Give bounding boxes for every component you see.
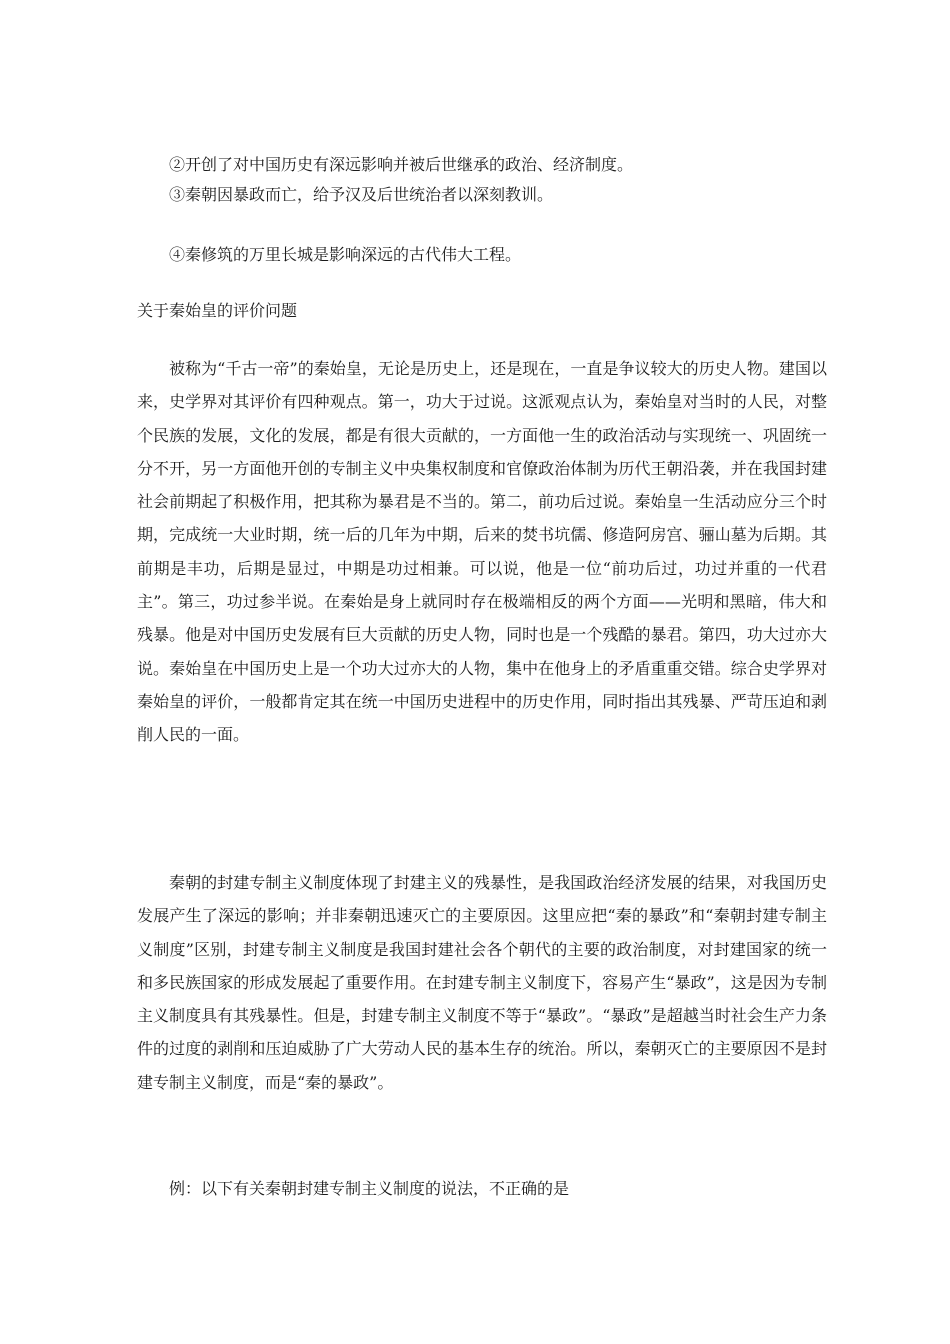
section-heading: 关于秦始皇的评价问题 [137,301,298,320]
list-item-2: ②开创了对中国历史有深远影响并被后世继承的政治、经济制度。 [169,155,634,174]
list-item-3: ③秦朝因暴政而亡，给予汉及后世统治者以深刻教训。 [169,185,554,204]
list-item-4: ④秦修筑的万里长城是影响深远的古代伟大工程。 [169,245,522,264]
paragraph-emperor-evaluation: 被称为“千古一帝”的秦始皇，无论是历史上，还是现在，一直是争议较大的历史人物。建国以来，史学界对其评价有四种观点。第一，功大于过说。这派观点认为，秦始皇对当时的人民，对整个民族的发展，文化的发展，都是有很大贡献的，一方面他一生的政治活动与实现统一、巩固统一分不开，另一方面他开创的专制主义中央集权制度和官僚政治体制为历代王朝沿袭，并在我国封建社会前期起了积极作用，把其称为暴君是不当的。第二，前功后过说。秦始皇一生活动应分三个时期，完成统一大业时期，统一后的几年为中期，后来的焚书坑儒、修造阿房宫、骊山墓为后期。其前期是丰功，后期是显过，中期是功过相兼。可以说，他是一位“前功后过，功过并重的一代君主”。第三，功过参半说。在秦始是身上就同时存在极端相反的两个方面——光明和黑暗，伟大和残暴。他是对中国历史发展有巨大贡献的历史人物，同时也是一个残酷的暴君。第四，功大过亦大说。秦始皇在中国历史上是一个功大过亦大的人物，集中在他身上的矛盾重重交错。综合史学界对秦始皇的评价，一般都肯定其在统一中国历史进程中的历史作用，同时指出其残暴、严苛压迫和剥削人民的一面。 [137,359,827,745]
paragraph-example-question: 例：以下有关秦朝封建专制主义制度的说法，不正确的是 [169,1179,570,1198]
paragraph-autocracy-system: 秦朝的封建专制主义制度体现了封建主义的残暴性，是我国政治经济发展的结果，对我国历史发展产生了深远的影响；并非秦朝迅速灭亡的主要原因。这里应把“秦的暴政”和“秦朝封建专制主义制度”区别，封建专制主义制度是我国封建社会各个朝代的主要的政治制度，对封建国家的统一和多民族国家的形成发展起了重要作用。在封建专制主义制度下，容易产生“暴政”，这是因为专制主义制度具有其残暴性。但是，封建专制主义制度不等于“暴政”。“暴政”是超越当时社会生产力条件的过度的剥削和压迫威胁了广大劳动人民的基本生存的统治。所以，秦朝灭亡的主要原因不是封建专制主义制度，而是“秦的暴政”。 [137,873,827,1092]
